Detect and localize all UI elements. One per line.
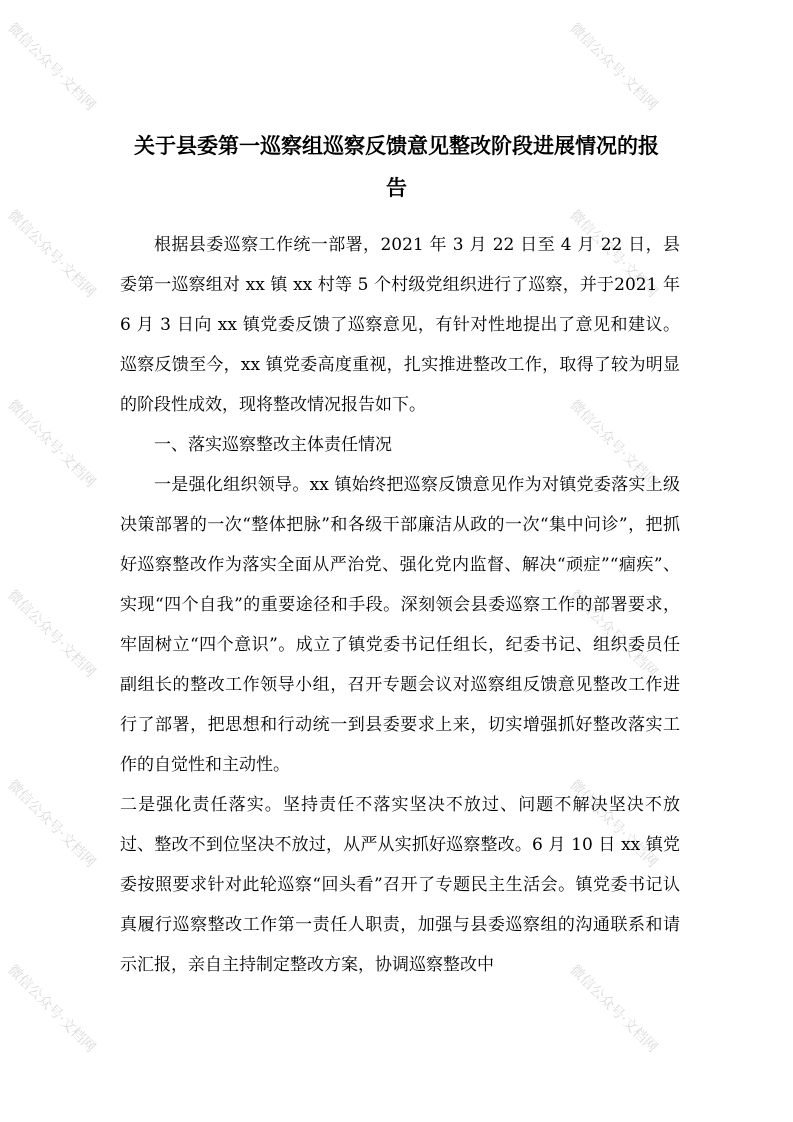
document-title-line-1: 关于县委第一巡察组巡察反馈意见整改阶段进展情况的报	[134, 133, 659, 158]
watermark: 微信公众号·文档网	[566, 397, 661, 491]
watermark: 微信公众号·文档网	[566, 207, 661, 301]
watermark: 微信公众号·文档网	[566, 777, 661, 871]
document-body	[120, 225, 680, 985]
paragraph-intro: 根据县委巡察工作统一部署，2021 年 3 月 22 日至 4 月 22 日，县委第一巡察组对 xx 镇 xx 村等 5 个村级党组织进行了巡察，并于2021 年 6 月 3 日向 xx 镇党委反馈了巡察意见，有针对性地提出了意见和建议。巡察反馈至今，xx 镇党委高度重视，扎实推进整改工作，取得了较为明显的阶段性成效，现将整改情况报告如下。	[120, 235, 680, 415]
watermark: 微信公众号·文档网	[4, 587, 99, 681]
watermark: 微信公众号·文档网	[566, 962, 661, 1056]
watermark: 微信公众号·文档网	[4, 777, 99, 871]
watermark: 微信公众号·文档网	[4, 397, 99, 491]
watermark: 微信公众号·文档网	[4, 20, 99, 114]
paragraph-organization: 一是强化组织领导。xx 镇始终把巡察反馈意见作为对镇党委落实上级决策部署的一次“整体把脉”和各级干部廉洁从政的一次“集中问诊”，把抓好巡察整改作为落实全面从严治党、强化党内监督、解决“顽症”“痼疾”、实现“四个自我”的重要途径和手段。深刻领会县委巡察工作的部署要求，牢固树立“四个意识”。成立了镇党委书记任组长，纪委书记、组织委员任副组长的整改工作领导小组，召开专题会议对巡察组反馈意见整改工作进行了部署，把思想和行动统一到县委要求上来，切实增强抓好整改落实工作的自觉性和主动性。	[120, 475, 680, 775]
document-title-line-2: 告	[386, 175, 407, 200]
watermark: 微信公众号·文档网	[566, 20, 661, 114]
section-heading: 一、落实巡察整改主体责任情况	[154, 435, 392, 455]
watermark: 微信公众号·文档网	[566, 587, 661, 681]
watermark: 微信公众号·文档网	[4, 207, 99, 301]
watermark: 微信公众号·文档网	[4, 962, 99, 1056]
paragraph-responsibility: 二是强化责任落实。坚持责任不落实坚决不放过、问题不解决坚决不放过、整改不到位坚决不放过，从严从实抓好巡察整改。6 月 10 日 xx 镇党委按照要求针对此轮巡察“回头看”召开了专题民主生活会。镇党委书记认真履行巡察整改工作第一责任人职责，加强与县委巡察组的沟通联系和请示汇报，亲自主持制定整改方案，协调巡察整改中	[120, 795, 680, 975]
